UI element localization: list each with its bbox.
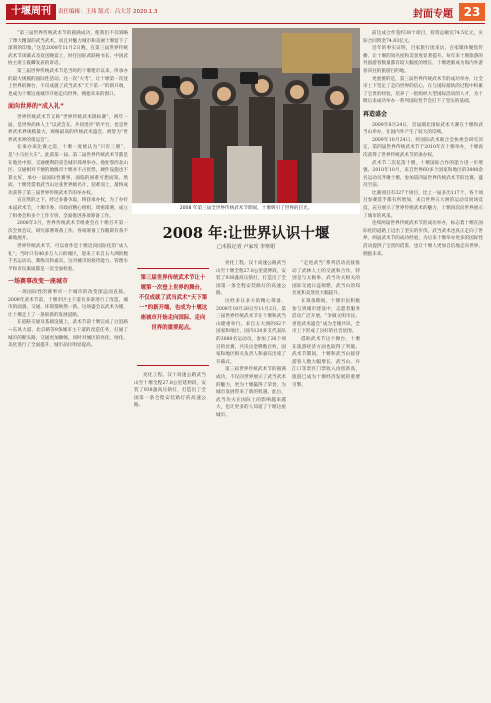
body-paragraph: “第三届世界传统武术节的圆满成功，使我们不仅领略了博大精深的武当武术，而且对魅力城市和美丽十堰留下了深刻的印象。”这是2008年11月2日晚，在第三届世界传统武术节闭幕式及欢送晚宴上，时任国际武联秘书长、中国武协主席王筱麟发表的讲话。 (8, 31, 128, 67)
article-headline: 2008 年:让世界认识十堰 (162, 225, 330, 242)
body-paragraph: 借助武术节这个舞台，十堰在旅游经济方面也取得了突破。武术节期间，十堰和武当山接待游客人数大幅增长，武当山、丹江口等景区门票收入再创新高，旅游已成为十堰经济发展的重要引擎。 (292, 336, 360, 388)
body-paragraph: “走进武当”系列活动直接推动了武林人士的交流和合作，特别是与太极拳、武当功夫相关的国际交流日益频繁，武当山的知名度和美誉度大幅提升。 (292, 261, 360, 297)
column-mid-a (134, 372, 206, 698)
body-paragraph: 第三届世界传统武术节是当时的十堰建市以来，所承办的最大规模的国际性活动。这一次“大考”，让十堰第一次登上世界的舞台，不仅成就了武当武术“天下第一”的新开端，也成为十堰这座城市开始走向世界、拥抱未来的窗口。 (8, 68, 128, 97)
body-paragraph: 近年的事实证明，百家旅行团来访，百家媒体聚焦传播，让十堰的知名度和美誉度显著提升。每年来十堰旅游的外国游客数量都有较大幅度的增长，十堰逐渐成为海内外游客向往的旅游目的地。 (363, 46, 483, 74)
column-left (8, 30, 128, 698)
column-mid-c (292, 260, 360, 698)
body-paragraph: 2009年8月24日，首届湖北国际武术大赛在十堰和武当山举办，在国内外产生了较大的反响。 (363, 122, 483, 136)
section-title: 封面专题 (413, 9, 453, 20)
body-paragraph: 比赛项目有327个项目，比上一届多出117个，各个项目参赛选手都有所增加，来自世界五大洲的运动员同场竞技，充分展示了世界传统武术的魅力，十堰再次向世界展示了城市的风采。 (363, 190, 483, 219)
body-paragraph: 历经多日多方的精心筹备，2008年10月28日至11月2日，第三届世界传统武术节在十堰和武当山隆重举行。来自五大洲的62个国家和地区、国内120多支代表队的2060名运动员，参加了26个项目的比赛，共决出金牌数百枚，国家和地区相关负责人和嘉宾出席了开幕式。 (216, 298, 286, 365)
body-paragraph: 一场国际性的赛事对一个城市的改变深远而直接。2008年武术节前，十堰市区主干道有多条进行了改造，城市的面貌、交通、环境都焕然一新。这场盛会以武术为媒，让十堰走上了一条崭新的发展道路。 (8, 290, 128, 318)
body-paragraph: 在筹备期间，十堰市民积极参与到城市建设中，志愿者服务活动广泛开展，“争做文明市民、喜迎武术盛会”成为全城共识，全市上下形成了良好的社会氛围。 (292, 298, 360, 335)
section-subheading: 面向世界的“成人礼” (8, 103, 64, 111)
body-paragraph: 更重要的是，第三届世界传统武术节的成功举办，让全市上下坚定了走向世界的信心，在与国际接轨的过程中积累了宝贵的经验，培养了一批组织大型国际活动的人才，为十堰后来成功举办一系列国际性节会打下了坚实的基础。 (363, 76, 483, 105)
publication-brand: 十堰周刊 (6, 4, 56, 20)
photo-caption: 2008 年第三届全世界传统武术节期间，十堰吸引了世界的目光。 (132, 204, 360, 214)
body-paragraph: 在道路交通及基础设施上，武术节前十堰完成了白浪路—东风大道、北京路等9条城市主干道的改造任务，打通了城市的断头路，交通更加顺畅，同时对城区的亮化、绿化、美化进行了全面提升，城市品位明显提高。 (8, 320, 128, 349)
body-paragraph: 世界传统武术节又称“世界传统武术锦标赛”，两年一届，是世界武林人士“以武会友、共同进步”的平台，也是世界武术界规模最大、规格最高的传统武术盛会，被誉为“世界武术界的奥运会”。 (8, 114, 128, 143)
body-paragraph: 连续两届世界传统武术节的成功举办，标志着十堰在国际化的道路上迈出了坚实的步伐，武当武术也真正走向了世界。两届武术节的成功经验，为后来十堰举办更多的国际性活动提供了宝贵的借鉴，也让十堰人更加自信地走向世界、拥抱未来。 (363, 221, 483, 257)
news-photo (132, 28, 360, 203)
pull-quote: 第三届世界传统武术节让十堰第一次登上世界的舞台，不仅成就了武当武术“天下第一”的新开端，也成为十堰这座城市开始走向国际、走向世界的重要起点。 (137, 268, 209, 366)
section-subheading: 再造盛会 (363, 110, 388, 118)
crowd-photo-illustration (132, 28, 360, 203)
body-paragraph: 2008年3月，世界传统武术节组委会在十堰召开第一次全体会议，研究部署筹备工作。各项筹备工作随即有条不紊地展开。 (8, 221, 128, 242)
column-mid-b (216, 260, 286, 698)
editor-line: 责任编辑：王玮 版式：吕大芳 2020.1.3 (58, 9, 158, 15)
body-paragraph: 在承办该比赛之前，十堰一度被认为“只有三堰”，是“小马拉大车”。此前第一届、第二届世界传统武术节都是在地处中原、交通便利的省会城市郑州举办。地处鄂西北山区、交通相对不便的地级市十堰并不占优势，硬件设施也不算太好，承办一届国际性赛事，面临的困难可想而知。然而，十堰凭借着武当山这张世界级名片，迎难而上，最终成功获得了第三届世界传统武术节的举办权。 (8, 145, 128, 196)
page-header (0, 0, 491, 24)
body-paragraph: 2009年10月24日，经国际武术联合会执委会研究决定，第四届世界传统武术节于2010年在十堰举办，十堰再次获得了世界传统武术节的承办权。 (363, 137, 483, 158)
article-byline: □本报记者 卢家攻 李寧珺 (217, 244, 275, 250)
body-paragraph: 宣宣然的之下，经过多番争取，终获承办权，为了办好本届武术节，十堰市委、市政府精心组织，周密部署，成立了组委会和多个工作专班，全面推进各项筹备工作。 (8, 198, 128, 219)
body-paragraph: 前达成合作签约38个项目，投资总额达74.5亿元，实际合同资金74.83亿元。 (363, 31, 483, 44)
section-subheading: 一场赛事改变一座城市 (8, 278, 69, 286)
body-paragraph: 亮化工程。汉十高速公路武当山至十堰全程27.8公里延伸段，安装了938盏高压钠灯，打造出了全国第一条全程安装路灯的高速公路。 (134, 373, 206, 409)
body-paragraph: 亮化工程。汉十高速公路武当山至十堰全程27.8公里延伸段，安装了938盏高压钠灯，打造出了全国第一条全程安装路灯的高速公路。 (216, 261, 286, 297)
body-paragraph: 世界传统武术节，可以看作是十堰迈向国际化的“成人礼”。当时只有40多万人口的城区，迎来了来自五大洲的数千名运动员、教练员和嘉宾，这对城市的接待能力、管理水平和市民素质都是一次全面检验。 (8, 244, 128, 272)
page-number: 23 (459, 3, 485, 21)
body-paragraph: 武术节二次花落十堰，十堰国际合作的能力进一步增强。2010年10月，来自世界60多个国家和地区的3000余名运动员齐聚十堰，参加第四届世界传统武术节的比赛，盛况空前。 (363, 160, 483, 189)
column-right (363, 30, 483, 698)
header-rule (6, 23, 485, 24)
body-paragraph: 第三届世界传统武术节的圆满成功，不仅向世界展示了武当武术的魅力，更为十堰赢得了荣誉，为城市发展带来了新的机遇。此后，武当功夫在国际上的影响越来越大，也让更多的人知道了十堰这座城市。 (216, 367, 286, 418)
